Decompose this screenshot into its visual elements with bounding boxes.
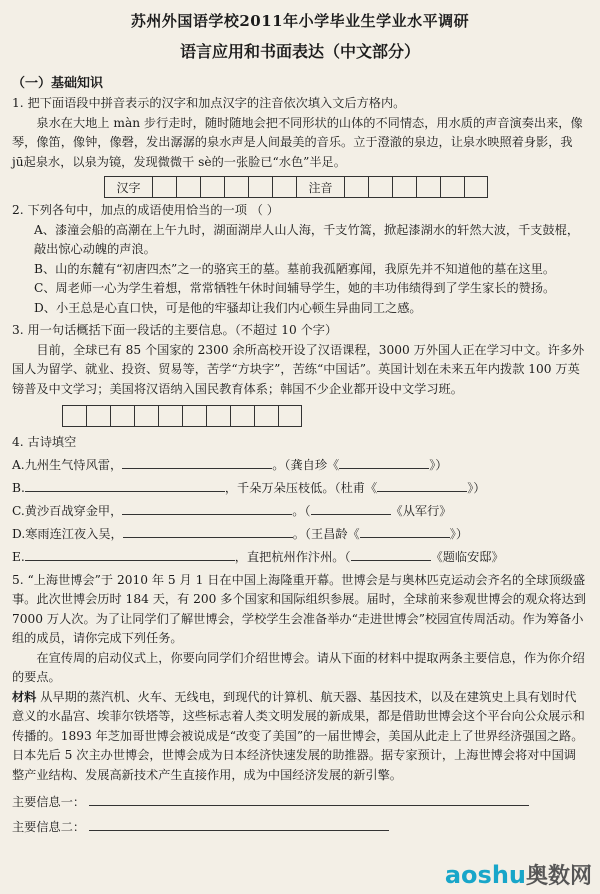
grid-cell[interactable]: [368, 176, 392, 198]
grid-cell[interactable]: [440, 176, 464, 198]
poem-line-e: [12, 546, 588, 568]
poem-line-d: [12, 523, 588, 545]
grid-cell[interactable]: [182, 405, 206, 427]
exam-subtitle: 语言应用和书面表达（中文部分）: [179, 42, 420, 61]
grid-cell[interactable]: [206, 405, 230, 427]
poem-line-a: [12, 454, 588, 476]
grid-cell[interactable]: [230, 405, 254, 427]
grid-cell[interactable]: [278, 405, 302, 427]
q4-stem: 4. 古诗填空: [12, 435, 77, 449]
poem-title-blank[interactable]: [339, 456, 429, 469]
poem-blank[interactable]: [122, 456, 272, 469]
poem-author-blank[interactable]: [311, 502, 391, 515]
q3-passage: 目前，全球已有 85 个国家的 2300 余所高校开设了汉语课程，3000 万外国人正在学习中文。许多外国人为留学、就业、投资、贸易等，苦学“方块字”，苦练“中国话”。英国计划在未来五年内拨款 100 万英镑普及中文学习；美国将汉语纳入国民教育体系；韩国不少企业都开设中文学习班。: [12, 342, 585, 396]
grid-cell[interactable]: [158, 405, 182, 427]
poem-title-blank[interactable]: [360, 525, 450, 538]
grid-label-pinyin: 注音: [296, 176, 344, 198]
grid-cell[interactable]: [86, 405, 110, 427]
q1-stem: 1. 把下面语段中拼音表示的汉字和加点汉字的注音依次填入文后方格内。: [12, 96, 406, 110]
poem-line-num: C.: [12, 503, 25, 518]
poem-blank[interactable]: [122, 502, 292, 515]
poem-line-mid: 。（: [292, 503, 311, 518]
q3-answer-grid: [62, 405, 588, 427]
poem-blank[interactable]: [25, 548, 235, 561]
q1-passage: 泉水在大地上 màn 步行走时，随时随地会把不同形状的山体的不同情态，用水质的声音演奏出来，像琴，像笛，像钟，像磬，发出潺潺的泉水声是人间最美的音乐。立于澄澈的泉边，让泉水映照着身影，我 jū起泉水，以泉为镜，发现微微干 sè的一张脸已“水色”半足。: [12, 115, 583, 169]
q2-option-a: A、漆潼会船的高潮在上午九时，湖面湖岸人山人海，千支竹篙，掀起漆湖水的轩然大波，千支鼓棍，敲出惊心动魄的声浪。: [34, 222, 580, 256]
material-label: 材料: [12, 689, 37, 704]
q5-task: 在宣传周的启动仪式上，你要向同学们介绍世博会。请从下面的材料中提取两条主要信息，作为你介绍的要点。: [12, 650, 585, 684]
grid-cell[interactable]: [134, 405, 158, 427]
poem-line-num: E.: [12, 549, 25, 564]
poem-line-mid: ，直把杭州作汴州。（: [234, 549, 351, 564]
poem-line-pre: 黄沙百战穿金甲，: [24, 503, 123, 518]
poem-line-c: [12, 500, 588, 522]
grid-label-hanzi: 汉字: [104, 176, 152, 198]
poem-blank[interactable]: [25, 479, 225, 492]
q3-stem: 3. 用一句话概括下面一段话的主要信息。（不超过 10 个字）: [12, 323, 338, 337]
q1-answer-grid: [104, 176, 588, 198]
q5-intro: 5. “上海世博会”于 2010 年 5 月 1 日在中国上海隆重开幕。世博会是与奥林匹克运动会齐名的全球顶级盛事。此次世博会历时 184 天，有 200 多个国家和国际组织参展。届时，全球前来参观世博会的观众将达到 7000 万人次。为了让同学们了解世博会，学校学生会准备举办“走进世博会”校园宣传周活动。作为筹备小组的成员，请你完成下列任务。: [12, 572, 586, 645]
answer-line-2: [12, 818, 588, 835]
q5-material: [12, 688, 588, 786]
answer-label-2: 主要信息二：: [12, 820, 86, 834]
grid-cell[interactable]: [152, 176, 176, 198]
answer-line-1: [12, 793, 588, 810]
poem-line-b: [12, 477, 588, 499]
poem-line-post: 《题临安邸》: [430, 549, 504, 564]
material-text: 从早期的蒸汽机、火车、无线电，到现代的计算机、航天器、基因技术，以及在建筑史上具有划时代意义的水晶宫、埃菲尔铁塔等，这些标志着人类文明发展的新成果，都是借助世博会这个平台向公众展示和传播的。1893 年芝加哥世博会被说成是“改变了美国”的一届世博会，美国从此走上了世界经济强国之路。日本先后 5 次主办世博会，世博会成为日本经济快速发展的助推器。据专家预计，上海世博会将对中国调整产业结构、发展高新技术产生直接作用，成为中国经济发展的新引擎。: [12, 689, 585, 782]
grid-cell[interactable]: [224, 176, 248, 198]
poem-line-num: A.: [12, 457, 25, 472]
exam-title: 苏州外国语学校2011年小学毕业生学业水平调研: [130, 12, 470, 30]
poem-line-mid: 。（王昌龄《: [292, 526, 360, 541]
poem-line-num: B.: [12, 480, 25, 495]
grid-cell[interactable]: [176, 176, 200, 198]
grid-cell[interactable]: [272, 176, 296, 198]
watermark-text-latin: aoshu: [444, 861, 526, 889]
poem-line-post: 》）: [429, 457, 448, 472]
grid-cell[interactable]: [248, 176, 272, 198]
poem-line-post: 》）: [467, 480, 486, 495]
q2-option-d: D、小王总是心直口快，可是他的牢骚却让我们内心顿生异曲同工之感。: [34, 300, 422, 315]
q2-option-b: B、山的东麓有“初唐四杰”之一的骆宾王的墓。墓前我孤陋寡闻，我原先并不知道他的墓在这里。: [34, 261, 556, 276]
poem-line-mid: ，千朵万朵压枝低。（杜甫《: [224, 480, 378, 495]
poem-line-mid: 。（龚自珍《: [272, 457, 340, 472]
poem-blank[interactable]: [123, 525, 293, 538]
watermark-text-cn: 奥数网: [525, 864, 592, 889]
grid-cell[interactable]: [464, 176, 488, 198]
q2-option-c: C、周老师一心为学生着想，常常牺牲午休时间辅导学生，她的丰功伟绩得到了学生家长的赞扬。: [34, 281, 556, 295]
answer-input-1[interactable]: [89, 793, 529, 806]
poem-line-num: D.: [12, 526, 26, 541]
grid-cell[interactable]: [62, 405, 86, 427]
grid-cell[interactable]: [344, 176, 368, 198]
poem-line-post: 》）: [449, 526, 469, 541]
answer-input-2[interactable]: [89, 818, 389, 831]
poem-line-pre: 寒雨连江夜入吴，: [25, 526, 123, 541]
poem-line-pre: 九州生气恃风雷，: [24, 457, 123, 472]
poem-author-blank[interactable]: [351, 548, 431, 561]
grid-cell[interactable]: [200, 176, 224, 198]
watermark-logo: [445, 859, 592, 890]
answer-label-1: 主要信息一：: [12, 795, 86, 809]
grid-cell[interactable]: [254, 405, 278, 427]
grid-cell[interactable]: [110, 405, 134, 427]
section-heading: （一）基础知识: [12, 76, 104, 91]
poem-line-post: 《从军行》: [390, 503, 452, 518]
q2-stem: 2. 下列各句中，加点的成语使用恰当的一项 （ ）: [12, 203, 279, 217]
grid-cell[interactable]: [416, 176, 440, 198]
grid-cell[interactable]: [392, 176, 416, 198]
poem-title-blank[interactable]: [377, 479, 467, 492]
